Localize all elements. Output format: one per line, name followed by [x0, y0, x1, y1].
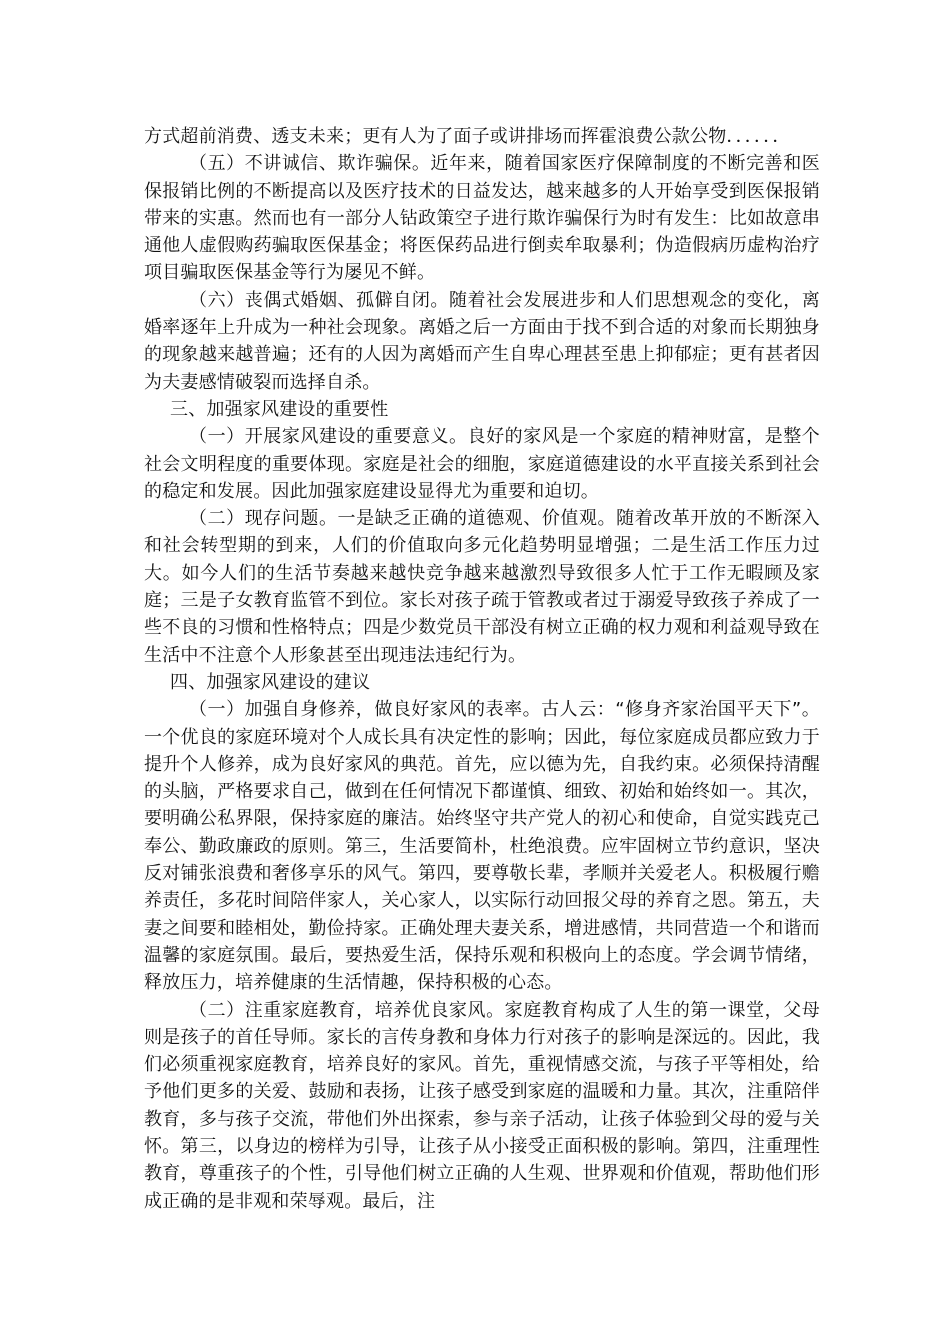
section-heading-4: 四、加强家风建设的建议: [170, 671, 371, 693]
section-heading-3: 三、加强家风建设的重要性: [170, 398, 389, 420]
document-page: [144, 123, 820, 1215]
paragraph-section-3-2: （二）现存问题。一是缺乏正确的道德观、价值观。随着改革开放的不断深入和社会转型期的到来，人们的价值取向多元化趋势明显增强；二是生活工作压力过大。如今人们的生活节奏越来越快竞争越来越激烈导致很多人忙于工作无暇顾及家庭；三是子女教育监管不到位。家长对孩子疏于管教或者过于溺爱导致孩子养成了一些不良的习惯和性格特点；四是少数党员干部没有树立正确的权力观和利益观导致在生活中不注意个人形象甚至出现违法违纪行为。: [144, 508, 820, 666]
paragraph-section-2-6: （六）丧偶式婚姻、孤僻自闭。随着社会发展进步和人们思想观念的变化，离婚率逐年上升成为一种社会现象。离婚之后一方面由于找不到合适的对象而长期独身的现象越来越普遍；还有的人因为离婚而产生自卑心理甚至患上抑郁症；更有甚者因为夫妻感情破裂而选择自杀。: [144, 289, 820, 393]
paragraph-section-4-2: （二）注重家庭教育，培养优良家风。家庭教育构成了人生的第一课堂，父母则是孩子的首任导师。家长的言传身教和身体力行对孩子的影响是深远的。因此，我们必须重视家庭教育，培养良好的家风。首先，重视情感交流，与孩子平等相处，给予他们更多的关爱、鼓励和表扬，让孩子感受到家庭的温暖和力量。其次，注重陪伴教育，多与孩子交流，带他们外出探索，参与亲子活动，让孩子体验到父母的爱与关怀。第三，以身边的榜样为引导，让孩子从小接受正面积极的影响。第四，注重理性教育，尊重孩子的个性，引导他们树立正确的人生观、世界观和价值观，帮助他们形成正确的是非观和荣辱观。最后，注: [144, 999, 820, 1212]
paragraph-section-2-5: （五）不讲诚信、欺诈骗保。近年来，随着国家医疗保障制度的不断完善和医保报销比例的不断提高以及医疗技术的日益发达，越来越多的人开始享受到医保报销带来的实惠。然而也有一部分人钻政策空子进行欺诈骗保行为时有发生：比如故意串通他人虚假购药骗取医保基金；将医保药品进行倒卖牟取暴利；伪造假病历虚构治疗项目骗取医保基金等行为屡见不鲜。: [144, 153, 820, 284]
paragraph-section-3-1: （一）开展家风建设的重要意义。良好的家风是一个家庭的精神财富，是整个社会文明程度的重要体现。家庭是社会的细胞，家庭道德建设的水平直接关系到社会的稳定和发展。因此加强家庭建设显得尤为重要和迫切。: [144, 426, 820, 502]
paragraph-continuation: 方式超前消费、透支未来；更有人为了面子或讲排场而挥霍浪费公款公物．．．．．．: [144, 126, 791, 147]
paragraph-section-4-1: （一）加强自身修养，做良好家风的表率。古人云：“修身齐家治国平天下”。一个优良的家庭环境对个人成长具有决定性的影响；因此，每位家庭成员都应致力于提升个人修养，成为良好家风的典范。首先，应以德为先，自我约束。必须保持清醒的头脑，严格要求自己，做到在任何情况下都谨慎、细致、初始和始终如一。其次，要明确公私界限，保持家庭的廉洁。始终坚守共产党人的初心和使命，自觉实践克己奉公、勤政廉政的原则。第三，生活要简朴，杜绝浪费。应牢固树立节约意识，坚决反对铺张浪费和奢侈享乐的风气。第四，要尊敬长辈，孝顺并关爱老人。积极履行赡养责任，多花时间陪伴家人，关心家人，以实际行动回报父母的养育之恩。第五，夫妻之间要和睦相处，勤俭持家。正确处理夫妻关系，增进感情，共同营造一个和谐而温馨的家庭氛围。最后，要热爱生活，保持乐观和积极向上的态度。学会调节情绪，释放压力，培养健康的生活情趣，保持积极的心态。: [144, 699, 820, 994]
